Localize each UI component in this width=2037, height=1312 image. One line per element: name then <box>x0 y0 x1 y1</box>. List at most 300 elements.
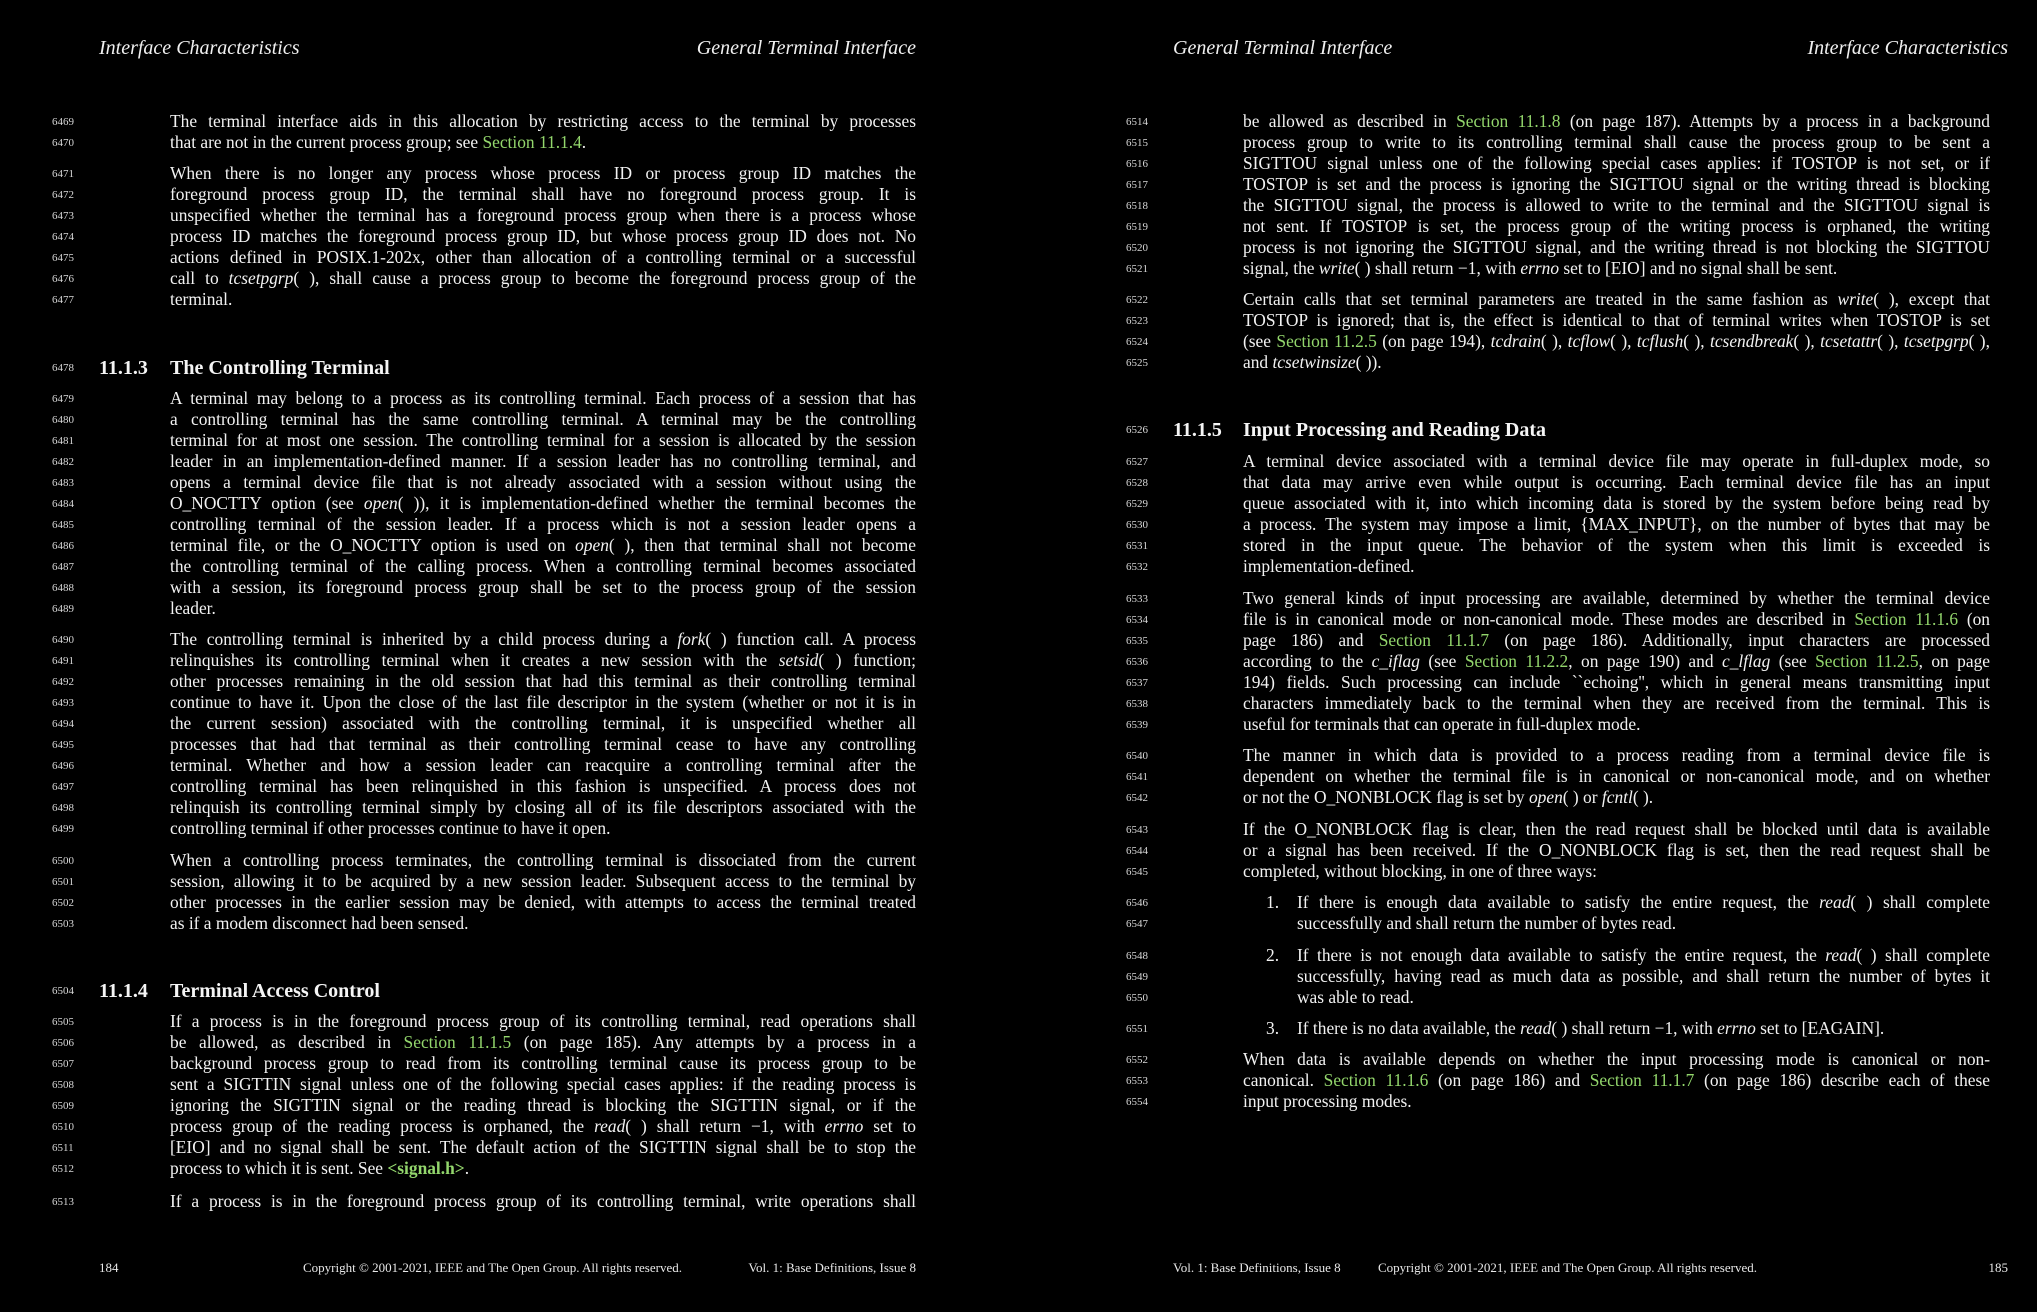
running-head-left: General Terminal Interface <box>1173 37 1393 59</box>
line-number: 6509 <box>52 1100 74 1112</box>
text-run: a controlling terminal has the same controlling terminal. A terminal may be the controlling <box>170 409 916 429</box>
text-run: process to which it is sent. See <box>170 1158 388 1178</box>
text-run: ( ) function call. A process <box>705 629 916 649</box>
function-name: fork <box>677 629 706 649</box>
text-run: TOSTOP is set and the process is ignoring the SIGTTOU signal or the writing thread is blocking <box>1243 174 1990 194</box>
function-name: tcsetattr <box>1820 331 1878 351</box>
line-number: 6547 <box>1126 918 1148 930</box>
text-run: A terminal device associated with a terminal device file may operate in full-duplex mode, so <box>1243 451 1990 471</box>
text-line <box>170 713 916 734</box>
text-run: . <box>464 1158 470 1178</box>
line-number: 6488 <box>52 582 74 594</box>
line-number: 6480 <box>52 414 74 426</box>
text-line <box>170 289 916 310</box>
text-run: ( )), it is implementation-defined whether the terminal becomes the <box>397 493 916 513</box>
section-link[interactable]: Section 11.1.7 <box>1589 1070 1695 1090</box>
text-line <box>1243 714 1990 735</box>
line-number: 6487 <box>52 561 74 573</box>
copyright-notice: Copyright © 2001-2021, IEEE and The Open Group. All rights reserved. <box>1378 1260 1757 1275</box>
line-number: 6541 <box>1126 771 1148 783</box>
text-line <box>1243 1091 1990 1112</box>
text-run: process ID matches the foreground process group ID, but whose process group ID does not. No <box>170 226 916 246</box>
text-run: (on page 187). Attempts by a process in a background <box>1560 111 1990 131</box>
text-line <box>1243 310 1990 331</box>
text-line <box>170 268 916 289</box>
line-number: 6543 <box>1126 824 1148 836</box>
line-number: 6506 <box>52 1037 74 1049</box>
text-run: Two general kinds of input processing are available, determined by whether the terminal device <box>1243 588 1990 608</box>
text-line <box>170 132 916 153</box>
line-number: 6533 <box>1126 593 1148 605</box>
text-run: ( ). <box>1632 787 1654 807</box>
section-link[interactable]: Section 11.1.7 <box>1378 630 1490 650</box>
text-line <box>1243 588 1990 609</box>
text-run: background process group to read from its controlling terminal cause its process group to be <box>170 1053 916 1073</box>
line-number: 6495 <box>52 739 74 751</box>
text-line <box>1243 237 1990 258</box>
text-run: and <box>1243 352 1273 372</box>
section-title: Terminal Access Control <box>170 980 380 1002</box>
line-number: 6524 <box>1126 336 1148 348</box>
function-name: tcsendbreak <box>1710 331 1794 351</box>
line-number: 6537 <box>1126 677 1148 689</box>
text-run: ( ), <box>1610 331 1637 351</box>
line-number: 6498 <box>52 802 74 814</box>
line-number: 6514 <box>1126 116 1148 128</box>
line-number: 6552 <box>1126 1054 1148 1066</box>
text-run: ( ), shall cause a process group to become the foreground process group of the <box>293 268 916 288</box>
text-line <box>1243 693 1990 714</box>
text-run: controlling terminal of the session leader. If a process which is not a session leader opens a <box>170 514 916 534</box>
line-number: 6477 <box>52 294 74 306</box>
function-name: tcsetpgrp <box>1903 331 1969 351</box>
text-run: the current session) associated with the controlling terminal, it is unspecified whether all <box>170 713 916 733</box>
text-run: page 186) and <box>1243 630 1379 650</box>
line-number: 6483 <box>52 477 74 489</box>
text-line <box>170 1074 916 1095</box>
function-name: open <box>363 493 398 513</box>
section-number: 11.1.5 <box>1173 419 1222 441</box>
line-number: 6485 <box>52 519 74 531</box>
text-line <box>170 797 916 818</box>
text-run: ( ), <box>1793 331 1821 351</box>
text-run: The manner in which data is provided to a process reading from a terminal device file is <box>1243 745 1990 765</box>
section-link[interactable]: Section 11.1.5 <box>403 1032 512 1052</box>
text-line <box>170 1191 916 1212</box>
text-run: actions defined in POSIX.1-202x, other than allocation of a controlling terminal or a successful <box>170 247 916 267</box>
text-line <box>170 692 916 713</box>
line-number: 6499 <box>52 823 74 835</box>
function-name: fcntl <box>1601 787 1633 807</box>
text-run: process group to write to its controlling terminal shall cause the process group to be sent a <box>1243 132 1990 152</box>
line-number: 6531 <box>1126 540 1148 552</box>
section-link[interactable]: Section 11.1.8 <box>1456 111 1561 131</box>
text-run: that are not in the current process group; see <box>170 132 483 152</box>
text-run: with a session, its foreground process group shall be set to the process group of the session <box>170 577 916 597</box>
text-line <box>1297 987 1990 1008</box>
running-head-left: Interface Characteristics <box>99 37 300 59</box>
text-run: sent a SIGTTIN signal unless one of the following special cases applies: if the reading process is <box>170 1074 916 1094</box>
text-run: or a signal has been received. If the O_NONBLOCK flag is set, then the read request shall be <box>1243 840 1990 860</box>
line-number: 6511 <box>52 1142 74 1154</box>
text-line <box>170 226 916 247</box>
text-run: If the O_NONBLOCK flag is clear, then the read request shall be blocked until data is available <box>1243 819 1990 839</box>
line-number: 6505 <box>52 1016 74 1028</box>
section-title: Input Processing and Reading Data <box>1243 419 1547 441</box>
function-name: tcsetpgrp <box>228 268 294 288</box>
line-number: 6523 <box>1126 315 1148 327</box>
text-run: (on page 194), <box>1376 331 1491 351</box>
text-run: (see <box>1419 651 1465 671</box>
text-line <box>170 409 916 430</box>
text-run: queue associated with it, into which incoming data is stored by the system before being read by <box>1243 493 1990 513</box>
text-line <box>1243 840 1990 861</box>
line-number: 6535 <box>1126 635 1148 647</box>
text-line <box>1243 1070 1990 1091</box>
line-number: 6512 <box>52 1163 74 1175</box>
line-number: 6520 <box>1126 242 1148 254</box>
text-run: process group of the reading process is orphaned, the <box>170 1116 595 1136</box>
text-run: other processes remaining in the old session that had this terminal as their controlling terminal <box>170 671 916 691</box>
text-run: was able to read. <box>1297 987 1414 1007</box>
function-name: errno <box>1717 1018 1756 1038</box>
section-link[interactable]: Section 11.1.6 <box>1854 609 1959 629</box>
text-run: terminal for at most one session. The controlling terminal for a session is allocated by the session <box>170 430 916 450</box>
text-run: relinquish its controlling terminal simply by closing all of its file descriptors associated with the <box>170 797 916 817</box>
volume-label: Vol. 1: Base Definitions, Issue 8 <box>1173 1260 1341 1275</box>
heading-line-number: 6504 <box>52 985 74 997</box>
text-line <box>1297 945 1990 966</box>
line-number: 6479 <box>52 393 74 405</box>
function-name: read <box>1520 1018 1552 1038</box>
text-line <box>1243 651 1990 672</box>
text-run: characters immediately back to the terminal when they are received from the terminal. This is <box>1243 693 1990 713</box>
text-line <box>170 629 916 650</box>
text-run: canonical. <box>1243 1070 1324 1090</box>
text-line <box>1243 493 1990 514</box>
text-run: a process. The system may impose a limit, {MAX_INPUT}, on the number of bytes that may be <box>1243 514 1990 534</box>
text-run: as if a modem disconnect had been sensed. <box>170 913 469 933</box>
line-number: 6497 <box>52 781 74 793</box>
text-line <box>1243 861 1990 882</box>
running-head-right: Interface Characteristics <box>1807 37 2008 59</box>
text-line <box>1243 630 1990 651</box>
text-line <box>170 1116 916 1137</box>
line-number: 6473 <box>52 210 74 222</box>
text-line <box>1243 111 1990 132</box>
line-number: 6476 <box>52 273 74 285</box>
text-run: ( ), <box>1540 331 1568 351</box>
running-head-right: General Terminal Interface <box>696 37 916 59</box>
line-number: 6501 <box>52 876 74 888</box>
line-number: 6471 <box>52 168 74 180</box>
text-run: controlling terminal has been relinquished in this fashion is unspecified. A process does not <box>170 776 916 796</box>
text-run: set to [EIO] and no signal shall be sent. <box>1559 258 1838 278</box>
text-run: (on page 186) describe each of these <box>1694 1070 1990 1090</box>
text-line <box>170 205 916 226</box>
line-number: 6508 <box>52 1079 74 1091</box>
line-number: 6472 <box>52 189 74 201</box>
line-number: 6490 <box>52 634 74 646</box>
text-line <box>1297 913 1990 934</box>
text-run: If there is no data available, the <box>1297 1018 1521 1038</box>
text-run: terminal. Whether and how a session leader can reacquire a controlling terminal after the <box>170 755 916 775</box>
line-number: 6484 <box>52 498 74 510</box>
text-run: ( ), <box>1968 331 1990 351</box>
text-run: input processing modes. <box>1243 1091 1412 1111</box>
text-line <box>170 776 916 797</box>
line-number: 6502 <box>52 897 74 909</box>
text-run: The controlling terminal is inherited by a child process during a <box>170 629 678 649</box>
text-run: session, allowing it to be acquired by a new session leader. Subsequent access to the terminal by <box>170 871 916 891</box>
heading-line-number: 6478 <box>52 362 74 374</box>
line-number: 6521 <box>1126 263 1148 275</box>
line-number: 6516 <box>1126 158 1148 170</box>
text-run: The terminal interface aids in this allocation by restricting access to the terminal by processes <box>170 111 916 131</box>
text-run: that data may arrive even while output is occurring. Each terminal device file has an input <box>1243 472 1990 492</box>
text-run: file is in canonical mode or non-canonical mode. These modes are described in <box>1243 609 1855 629</box>
text-line <box>1243 132 1990 153</box>
text-run: (on <box>1958 609 1990 629</box>
section-link[interactable]: Section 11.1.4 <box>482 132 582 152</box>
text-line <box>1243 258 1990 279</box>
line-number: 6496 <box>52 760 74 772</box>
copyright-notice: Copyright © 2001-2021, IEEE and The Open Group. All rights reserved. <box>303 1260 682 1275</box>
text-line <box>1243 745 1990 766</box>
function-name: read <box>1825 945 1857 965</box>
line-number: 6515 <box>1126 137 1148 149</box>
line-number: 6522 <box>1126 294 1148 306</box>
text-line <box>1243 451 1990 472</box>
text-run: terminal. <box>170 289 233 309</box>
heading-line-number: 6526 <box>1126 424 1148 436</box>
text-run: (see <box>1770 651 1816 671</box>
header-link[interactable]: <signal.h> <box>387 1158 465 1178</box>
text-line <box>170 388 916 409</box>
text-line <box>1243 472 1990 493</box>
text-run: ( ) shall return −1, with <box>1354 258 1521 278</box>
text-run: processes that had that terminal as their controlling terminal cease to have any controlling <box>170 734 916 754</box>
function-name: read <box>594 1116 626 1136</box>
text-run: ignoring the SIGTTIN signal or the reading thread is blocking the SIGTTIN signal, or if the <box>170 1095 916 1115</box>
text-run: the controlling terminal of the calling process. When a controlling terminal becomes associated <box>170 556 916 576</box>
line-number: 6513 <box>52 1196 74 1208</box>
line-number: 6517 <box>1126 179 1148 191</box>
text-line <box>170 472 916 493</box>
text-line <box>170 1158 916 1179</box>
text-run: , on page 190) and <box>1568 651 1722 671</box>
text-line <box>170 598 916 619</box>
section-link[interactable]: Section 11.2.5 <box>1276 331 1377 351</box>
text-run: . <box>581 132 587 152</box>
left-page <box>0 0 1018 1312</box>
line-number: 6551 <box>1126 1023 1148 1035</box>
text-run: ( ) shall return −1, with <box>625 1116 825 1136</box>
section-title: The Controlling Terminal <box>170 357 390 379</box>
text-line <box>1243 535 1990 556</box>
text-run: successfully, having read as much data as possible, and shall return the number of bytes it <box>1297 966 1990 986</box>
line-number: 6469 <box>52 116 74 128</box>
line-number: 6544 <box>1126 845 1148 857</box>
text-line <box>1243 174 1990 195</box>
text-line <box>1243 195 1990 216</box>
text-line <box>170 1032 916 1053</box>
text-run: ( ) or <box>1562 787 1602 807</box>
text-run: leader. <box>170 598 216 618</box>
text-line <box>1243 331 1990 352</box>
text-line <box>1243 672 1990 693</box>
function-name: setsid <box>778 650 819 670</box>
line-number: 6534 <box>1126 614 1148 626</box>
section-link[interactable]: Section 11.1.6 <box>1323 1070 1429 1090</box>
text-run: controlling terminal if other processes continue to have it open. <box>170 818 611 838</box>
line-number: 6554 <box>1126 1096 1148 1108</box>
text-line <box>1297 1018 1990 1039</box>
line-number: 6528 <box>1126 477 1148 489</box>
text-run: [EIO] and no signal shall be sent. The default action of the SIGTTIN signal shall be to stop the <box>170 1137 916 1157</box>
text-run: 194) fields. Such processing can include ``echoing'', which in general means transmitting input <box>1243 672 1990 692</box>
text-run: When data is available depends on whether the input processing mode is canonical or non- <box>1243 1049 1990 1069</box>
list-item-number: 2. <box>1266 945 1280 965</box>
line-number: 6553 <box>1126 1075 1148 1087</box>
text-run: be allowed, as described in <box>170 1032 404 1052</box>
line-number: 6503 <box>52 918 74 930</box>
text-run: set to <box>863 1116 916 1136</box>
text-run: process is not ignoring the SIGTTOU signal, and the writing thread is not blocking the SIGTTOU <box>1243 237 1990 257</box>
text-run: If a process is in the foreground process group of its controlling terminal, write operations shall <box>170 1191 916 1211</box>
line-number: 6474 <box>52 231 74 243</box>
text-run: ( ), <box>1877 331 1904 351</box>
text-run: ( ) shall complete <box>1850 892 1990 912</box>
line-number: 6525 <box>1126 357 1148 369</box>
line-number: 6538 <box>1126 698 1148 710</box>
text-run: completed, without blocking, in one of three ways: <box>1243 861 1598 881</box>
line-number: 6530 <box>1126 519 1148 531</box>
list-item-number: 1. <box>1266 892 1280 912</box>
text-run: (see <box>1243 331 1277 351</box>
text-line <box>170 1137 916 1158</box>
line-number: 6532 <box>1126 561 1148 573</box>
text-run: (on page 186). Additionally, input characters are processed <box>1489 630 1990 650</box>
text-line <box>170 913 916 934</box>
function-name: tcflow <box>1567 331 1611 351</box>
text-run: not sent. If TOSTOP is set, the process group of the writing process is orphaned, the writing <box>1243 216 1990 236</box>
text-run: TOSTOP is ignored; that is, the effect is identical to that of terminal writes when TOSTOP is set <box>1243 310 1990 330</box>
text-run: ( ), except that <box>1873 289 1990 309</box>
text-run: be allowed as described in <box>1243 111 1457 131</box>
line-number: 6486 <box>52 540 74 552</box>
text-run: leader in an implementation-defined manner. If a session leader has no controlling terminal, and <box>170 451 916 471</box>
text-line <box>170 577 916 598</box>
line-number: 6491 <box>52 655 74 667</box>
function-name: read <box>1819 892 1851 912</box>
page-number: 185 <box>1988 1260 2008 1275</box>
text-line <box>1243 819 1990 840</box>
text-run: Certain calls that set terminal parameters are treated in the same fashion as <box>1243 289 1838 309</box>
text-run: successfully and shall return the number of bytes read. <box>1297 913 1677 933</box>
text-run: When there is no longer any process whose process ID or process group ID matches the <box>170 163 916 183</box>
text-run: useful for terminals that can operate in full-duplex mode. <box>1243 714 1641 734</box>
list-item-number: 3. <box>1266 1018 1280 1038</box>
text-line <box>1243 1049 1990 1070</box>
line-number: 6494 <box>52 718 74 730</box>
section-link[interactable]: Section 11.2.5 <box>1815 651 1919 671</box>
text-run: call to <box>170 268 229 288</box>
text-line <box>1297 892 1990 913</box>
text-line <box>170 493 916 514</box>
text-line <box>170 184 916 205</box>
line-number: 6489 <box>52 603 74 615</box>
text-run: set to [EAGAIN]. <box>1755 1018 1885 1038</box>
line-number: 6519 <box>1126 221 1148 233</box>
text-run: signal, the <box>1243 258 1319 278</box>
text-run: When a controlling process terminates, the controlling terminal is dissociated from the current <box>170 850 916 870</box>
section-number: 11.1.3 <box>99 357 148 379</box>
text-run: ( ) function; <box>818 650 916 670</box>
text-line <box>170 535 916 556</box>
line-number: 6550 <box>1126 992 1148 1004</box>
function-name: write <box>1837 289 1874 309</box>
text-line <box>170 755 916 776</box>
page-number: 184 <box>99 1260 119 1275</box>
text-line <box>170 892 916 913</box>
function-name: c_iflag <box>1371 651 1420 671</box>
text-run: or not the O_NONBLOCK flag is set by <box>1243 787 1529 807</box>
text-line <box>1243 766 1990 787</box>
text-line <box>1243 609 1990 630</box>
text-line <box>1243 514 1990 535</box>
function-name: tcdrain <box>1490 331 1541 351</box>
function-name: open <box>1528 787 1563 807</box>
text-line <box>170 1011 916 1032</box>
line-number: 6493 <box>52 697 74 709</box>
text-run: If a process is in the foreground process group of its controlling terminal, read operations shall <box>170 1011 916 1031</box>
text-run: terminal file, or the O_NOCTTY option is used on <box>170 535 576 555</box>
text-run: SIGTTOU signal unless one of the following special cases applies: if TOSTOP is not set, or if <box>1243 153 1990 173</box>
text-line <box>170 514 916 535</box>
text-run: ( ), then that terminal shall not become <box>608 535 916 555</box>
right-page <box>1018 0 2037 1312</box>
line-number: 6536 <box>1126 656 1148 668</box>
function-name: errno <box>1520 258 1560 278</box>
line-number: 6546 <box>1126 897 1148 909</box>
text-line <box>1243 289 1990 310</box>
text-run: If there is not enough data available to satisfy the entire request, the <box>1297 945 1826 965</box>
text-run: relinquishes its controlling terminal when it creates a new session with the <box>170 650 779 670</box>
text-run: other processes in the earlier session may be denied, with attempts to access the terminal treated <box>170 892 916 912</box>
text-run: O_NOCTTY option (see <box>170 493 364 513</box>
text-run: If there is enough data available to satisfy the entire request, the <box>1297 892 1820 912</box>
section-link[interactable]: Section 11.2.2 <box>1464 651 1569 671</box>
text-run: according to the <box>1243 651 1372 671</box>
text-run: continue to have it. Upon the close of the last file descriptor in the system (whether or not it is in <box>170 692 916 712</box>
text-line <box>170 556 916 577</box>
text-line <box>170 430 916 451</box>
line-number: 6475 <box>52 252 74 264</box>
line-number: 6545 <box>1126 866 1148 878</box>
text-run: opens a terminal device file that is not already associated with a session without using the <box>170 472 916 492</box>
line-number: 6549 <box>1126 971 1148 983</box>
line-number: 6529 <box>1126 498 1148 510</box>
function-name: write <box>1318 258 1355 278</box>
line-number: 6518 <box>1126 200 1148 212</box>
line-number: 6492 <box>52 676 74 688</box>
text-run: the SIGTTOU signal, the process is allowed to write to the terminal and the SIGTTOU signal is <box>1243 195 1990 215</box>
text-run: unspecified whether the terminal has a foreground process group when there is a process whose <box>170 205 916 225</box>
text-line <box>1243 352 1990 373</box>
text-run: (on page 185). Any attempts by a process in a <box>511 1032 916 1052</box>
text-line <box>170 671 916 692</box>
